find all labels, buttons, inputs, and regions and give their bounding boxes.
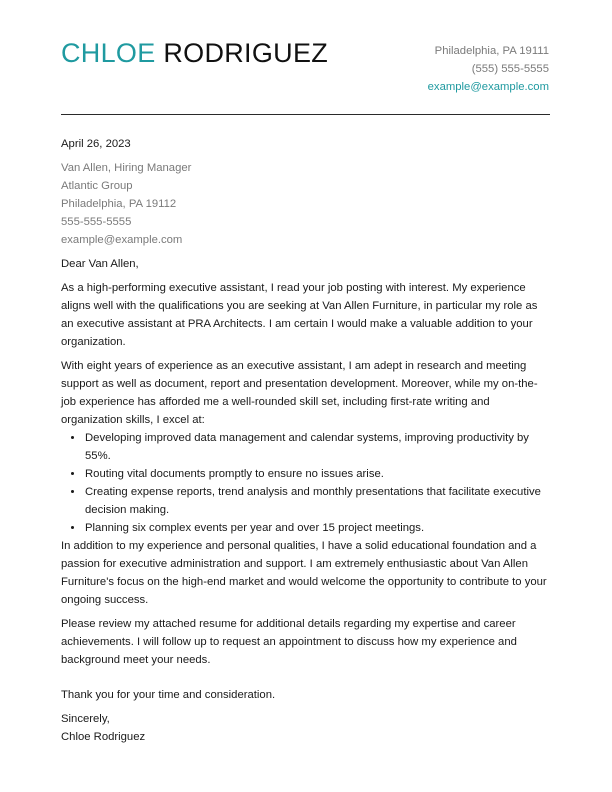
applicant-phone: (555) 555-5555 bbox=[471, 63, 549, 75]
paragraph: As a high-performing executive assistant, I read your job posting with interest. My experience aligns well with the qualifications you are seeking at Van Allen Furniture, in particular my role as an executive assistant at PRA Architects. I am certain I would make a valuable addition to your organization. bbox=[61, 282, 538, 348]
list-item: • Developing improved data management and calendar systems, improving productivity by 55%. bbox=[84, 429, 550, 465]
recipient-location: Philadelphia, PA 19112 bbox=[61, 198, 177, 210]
list-item: • Routing vital documents promptly to ensure no issues arise. bbox=[84, 465, 550, 483]
applicant-location: Philadelphia, PA 19111 bbox=[434, 45, 549, 57]
last-name: RODRIGUEZ bbox=[163, 38, 329, 68]
skills-list bbox=[61, 429, 550, 537]
applicant-email-link[interactable]: example@example.com bbox=[427, 81, 549, 93]
recipient-block bbox=[61, 159, 550, 249]
recipient-email: example@example.com bbox=[61, 234, 183, 246]
letter-date: April 26, 2023 bbox=[61, 138, 131, 150]
recipient-company: Atlantic Group bbox=[61, 180, 133, 192]
applicant-name bbox=[61, 36, 328, 70]
recipient-phone: 555-555-5555 bbox=[61, 216, 132, 228]
paragraph: Please review my attached resume for additional details regarding my expertise and career achievements. I will follow up to request an appointment to discuss how my experience and background meet your needs. bbox=[61, 618, 517, 666]
closing-line: Thank you for your time and consideration. bbox=[61, 689, 276, 701]
list-item: • Creating expense reports, trend analysis and monthly presentations that facilitate executive decision making. bbox=[84, 483, 550, 519]
first-name: CHLOE bbox=[61, 38, 156, 68]
signoff: Sincerely, bbox=[61, 713, 110, 725]
header-divider bbox=[61, 114, 550, 115]
salutation: Dear Van Allen, bbox=[61, 258, 139, 270]
paragraph: With eight years of experience as an executive assistant, I am adept in research and meeting support as well as document, report and presentation development. Moreover, while my on-the-job experience has afforded me a well-rounded skill set, including first-rate writing and organization skills, I excel at: bbox=[61, 360, 538, 426]
signature-name: Chloe Rodriguez bbox=[61, 731, 146, 743]
applicant-contact bbox=[428, 42, 549, 96]
letter-body bbox=[61, 135, 550, 746]
recipient-name: Van Allen, Hiring Manager bbox=[61, 162, 192, 174]
list-item: • Planning six complex events per year and over 15 project meetings. bbox=[84, 519, 550, 537]
paragraph: In addition to my experience and personal qualities, I have a solid educational foundation and a passion for executive administration and support. I am extremely enthusiastic about Van Allen Furniture's focus on the high-end market and would welcome the opportunity to contribute to your ongoing success. bbox=[61, 540, 547, 606]
